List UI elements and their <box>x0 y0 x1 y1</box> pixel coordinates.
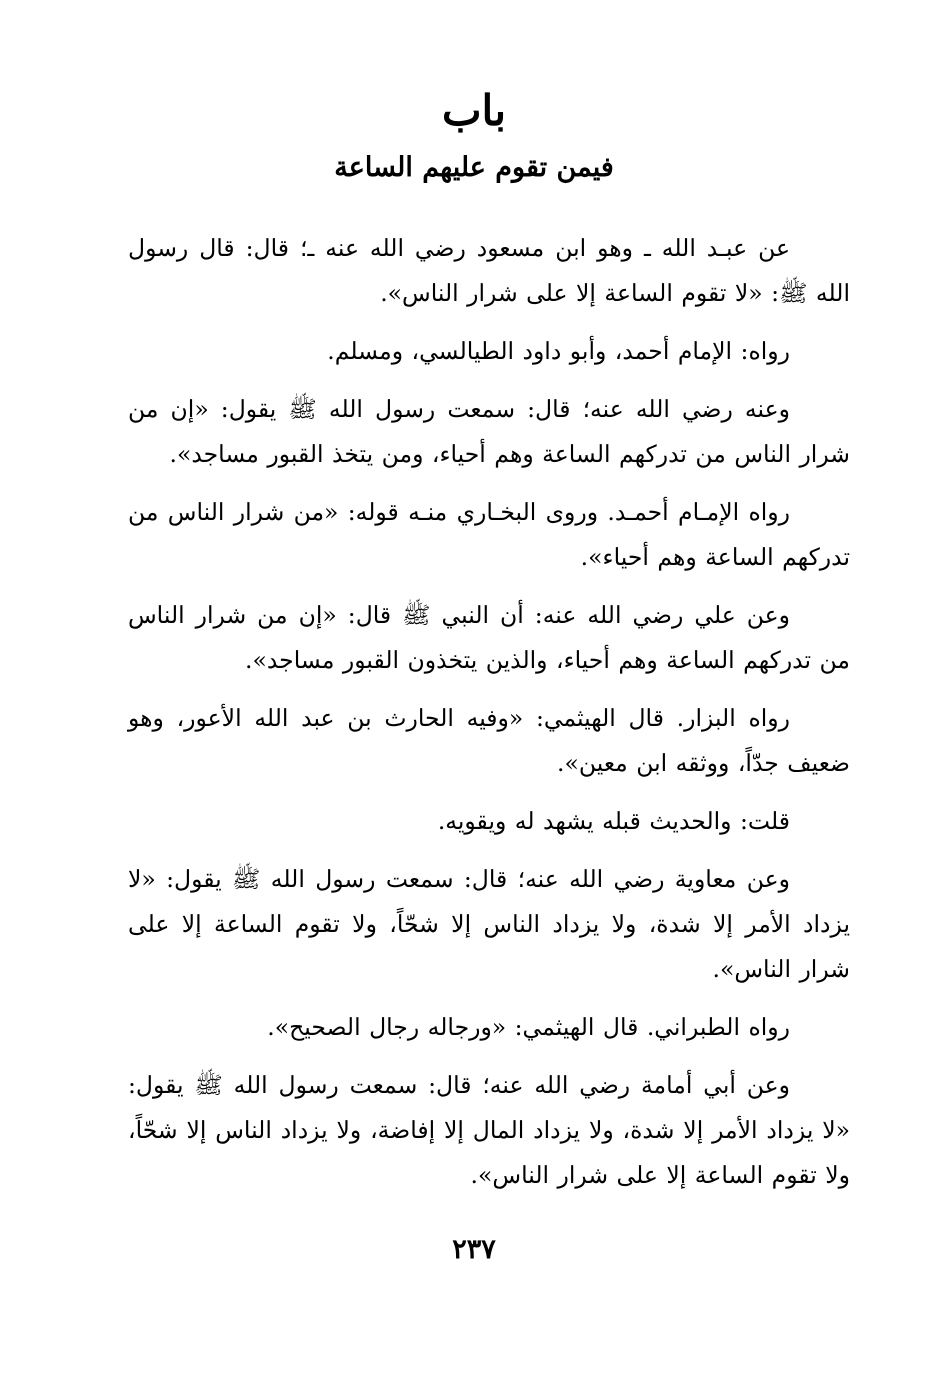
chapter-title: فيمن تقوم عليهم الساعة <box>334 152 614 183</box>
narration-note: رواه الطبراني. قال الهيثمي: «ورجاله رجال الصحيح». <box>267 1013 790 1041</box>
hadith-paragraph: وعنه رضي الله عنه؛ قال: سمعت رسول الله ﷺ يقول: «إن من شرار الناس من تدركهم الساعة وهم أحياء، ومن يتخذ القبور مساجد». <box>128 395 850 468</box>
author-comment: قلت: والحديث قبله يشهد له ويقويه. <box>437 807 790 835</box>
book-page <box>128 0 850 1380</box>
narration-note: رواه: الإمام أحمد، وأبو داود الطيالسي، ومسلم. <box>327 337 790 365</box>
hadith-paragraph: عن عبـد الله ـ وهو ابن مسعود رضي الله عنه ـ؛ قال: قال رسول الله ﷺ: «لا تقوم الساعة إلا على شرار الناس». <box>128 234 850 307</box>
chapter-label: باب <box>441 86 507 135</box>
narration-note: رواه البزار. قال الهيثمي: «وفيه الحارث بن عبد الله الأعور، وهو ضعيف جدّاً، ووثقه ابن معين». <box>128 704 850 777</box>
narration-note: رواه الإمـام أحمـد. وروى البخـاري منـه قوله: «من شرار الناس من تدركهم الساعة وهم أحياء». <box>128 498 850 571</box>
body-text <box>128 226 850 1211</box>
hadith-paragraph: وعن أبي أمامة رضي الله عنه؛ قال: سمعت رسول الله ﷺ يقول: «لا يزداد الأمر إلا شدة، ولا يزداد المال إلا إفاضة، ولا يزداد الناس إلا شحّاً، ولا تقوم الساعة إلا على شرار الناس». <box>128 1071 850 1189</box>
page-number: ٢٣٧ <box>452 1234 496 1265</box>
hadith-paragraph: وعن علي رضي الله عنه: أن النبي ﷺ قال: «إن من شرار الناس من تدركهم الساعة وهم أحياء، والذين يتخذون القبور مساجد». <box>128 601 850 674</box>
hadith-paragraph: وعن معاوية رضي الله عنه؛ قال: سمعت رسول الله ﷺ يقول: «لا يزداد الأمر إلا شدة، ولا يزداد الناس إلا شحّاً، ولا تقوم الساعة إلا على شرار الناس». <box>128 865 850 983</box>
